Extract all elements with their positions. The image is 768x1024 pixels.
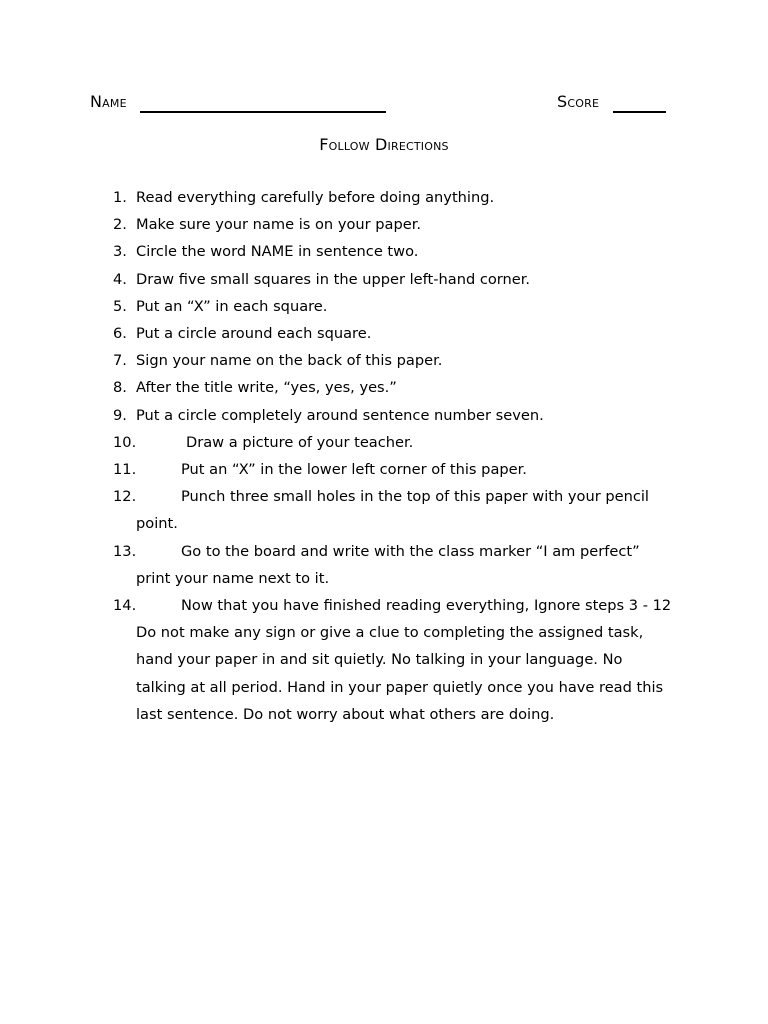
score-label: Score [557, 92, 600, 111]
item-text: Put a circle around each square. [136, 325, 372, 343]
item-text: Make sure your name is on your paper. [136, 216, 422, 234]
item-text: Put a circle completely around sentence number seven. [136, 406, 544, 424]
item-text: Go to the board and write with the class marker “I am perfect” print your name next to it. [136, 542, 640, 587]
list-item [0, 374, 676, 401]
item-number: 4. [113, 270, 127, 288]
item-text: Put an “X” in each square. [136, 297, 328, 315]
item-text: Draw five small squares in the upper left-hand corner. [136, 270, 531, 288]
item-number: 5. [113, 297, 127, 315]
score-blank-line[interactable] [613, 111, 666, 113]
list-item [0, 402, 676, 429]
item-number: 11. [113, 461, 137, 479]
item-number: 10. [113, 433, 137, 451]
item-number: 8. [113, 379, 127, 397]
item-number: 9. [113, 406, 127, 424]
header-row [90, 92, 668, 116]
item-text: Read everything carefully before doing anything. [136, 189, 495, 206]
item-number: 6. [113, 325, 127, 343]
list-item [0, 266, 676, 293]
list-item [0, 347, 676, 374]
item-text: Circle the word NAME in sentence two. [136, 243, 419, 261]
name-label: Name [90, 92, 127, 111]
list-item [0, 456, 676, 483]
list-item [0, 592, 676, 728]
item-number: 2. [113, 216, 127, 234]
list-item [0, 293, 676, 320]
item-number: 13. [113, 542, 137, 560]
item-text: After the title write, “yes, yes, yes.” [136, 379, 397, 397]
item-text: Punch three small holes in the top of this paper with your pencil point. [136, 488, 649, 533]
item-number: 1. [113, 189, 127, 206]
item-number: 7. [113, 352, 127, 370]
item-text: Now that you have finished reading everything, Ignore steps 3 - 12 Do not make any sign or give a clue to completing the assigned task, hand your paper in and sit quietly. No talking in your language. No talking at all period. Hand in your paper quietly once you have read this last sentence. Do not worry about what others are doing. [136, 597, 672, 723]
directions-list [0, 184, 768, 728]
list-item [0, 320, 676, 347]
name-blank-line[interactable] [140, 111, 386, 113]
item-text: Sign your name on the back of this paper. [136, 352, 443, 370]
list-item [0, 238, 676, 265]
list-item [0, 483, 676, 537]
list-item [0, 184, 676, 211]
item-number: 12. [113, 488, 137, 506]
list-item [0, 538, 676, 592]
page-title: Follow Directions [319, 135, 449, 154]
item-text: Draw a picture of your teacher. [186, 433, 414, 451]
item-text: Put an “X” in the lower left corner of this paper. [181, 461, 527, 479]
list-item [0, 429, 676, 456]
item-number: 14. [113, 597, 137, 615]
item-number: 3. [113, 243, 127, 261]
list-item [0, 211, 676, 238]
